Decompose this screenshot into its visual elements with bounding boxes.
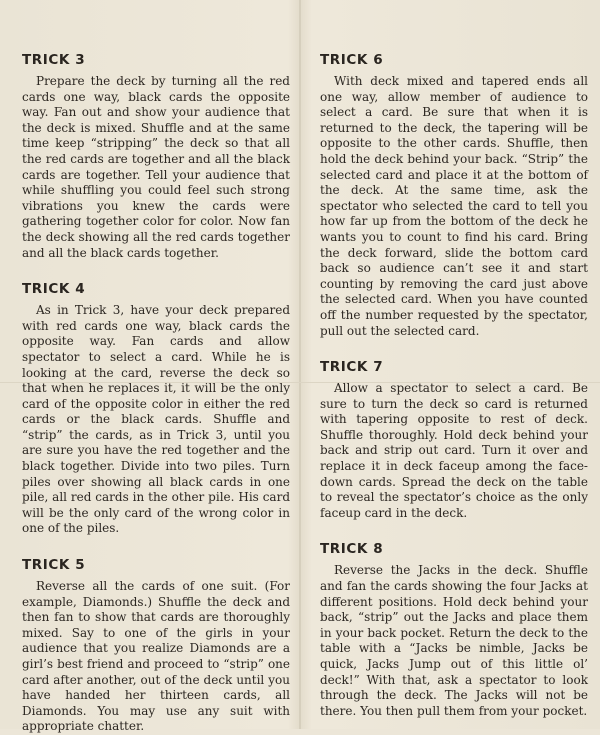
trick-5-heading: TRICK 5: [22, 557, 86, 574]
vertical-fold-line: [299, 0, 301, 729]
trick-3-section: [22, 52, 290, 261]
trick-7-body: Allow a spectator to select a card. Be sure to turn the deck so card is returned with tapering opposite to rest of deck. Shuffle thoroughly. Hold deck behind your back and strip out card. Turn it over and replace it in deck faceup among the face-down cards. Spread the deck on the table to reveal the spectator’s choice as the only faceup card in the deck.: [320, 381, 588, 520]
right-column: [320, 52, 588, 719]
trick-7-section: [320, 359, 588, 521]
left-column: [22, 52, 290, 735]
trick-3-body: Prepare the deck by turning all the red cards one way, black cards the opposite way. Fan out and show your audience that the deck is mixed. Shuffle and at the same time keep “stripping” the deck so that all the red cards are together and all the black cards are together. Tell your audience that while shuffling you could feel such strong vibrations you knew the cards were gathering together color for color. Now fan the deck showing all the red cards together and all the black cards together.: [22, 74, 290, 260]
trick-4-body: As in Trick 3, have your deck prepared with red cards one way, black cards the opposite way. Fan cards and allow spectator to select a card. While he is looking at the card, reverse the deck so that when he replaces it, it will be the only card of the opposite color in either the red cards or the black cards. Shuffle and “strip” the cards, as in Trick 3, until you are sure you have the red together and the black together. Divide into two piles. Turn piles over showing all black cards in one pile, all red cards in the other pile. His card will be the only card of the wrong color in one of the piles.: [22, 303, 290, 536]
trick-5-body: Reverse all the cards of one suit. (For example, Diamonds.) Shuffle the deck and then fan to show that cards are thoroughly mixed. Say to one of the girls in your audience that you realize Diamonds are a girl’s best friend and proceed to “strip” one card after another, out of the deck until you have handed her thirteen cards, all Diamonds. You may use any suit with appropriate chatter.: [22, 579, 290, 734]
trick-8-body: Reverse the Jacks in the deck. Shuffle and fan the cards showing the four Jacks at different positions. Hold deck behind your back, “strip” out the Jacks and place them in your back pocket. Return the deck to the table with a “Jacks be nimble, Jacks be quick, Jacks Jump out of this little ol’ deck!” With that, ask a spectator to look through the deck. The Jacks will not be there. You then pull them from your pocket.: [320, 563, 588, 718]
trick-8-heading: TRICK 8: [320, 541, 384, 558]
trick-6-heading: TRICK 6: [320, 52, 384, 68]
trick-6-body: With deck mixed and tapered ends all one way, allow member of audience to select a card. Be sure that when it is returned to the deck, the tapering will be opposite to the other cards. Shuffle, then hold the deck behind your back. “Strip” the selected card and place it at the bottom of the deck. At the same time, ask the spectator who selected the card to tell you how far up from the bottom of the deck he wants you to count to find his card. Bring the deck forward, slide the bottom card back so audience can’t see it and start counting by removing the card just above the selected card. When you have counted off the number requested by the spectator, pull out the selected card.: [320, 74, 588, 338]
trick-8-section: [320, 541, 588, 719]
trick-4-heading: TRICK 4: [22, 281, 86, 298]
trick-4-section: [22, 281, 290, 537]
trick-6-section: [320, 52, 588, 339]
trick-3-heading: TRICK 3: [22, 52, 86, 68]
trick-7-heading: TRICK 7: [320, 359, 384, 376]
trick-5-section: [22, 557, 290, 735]
